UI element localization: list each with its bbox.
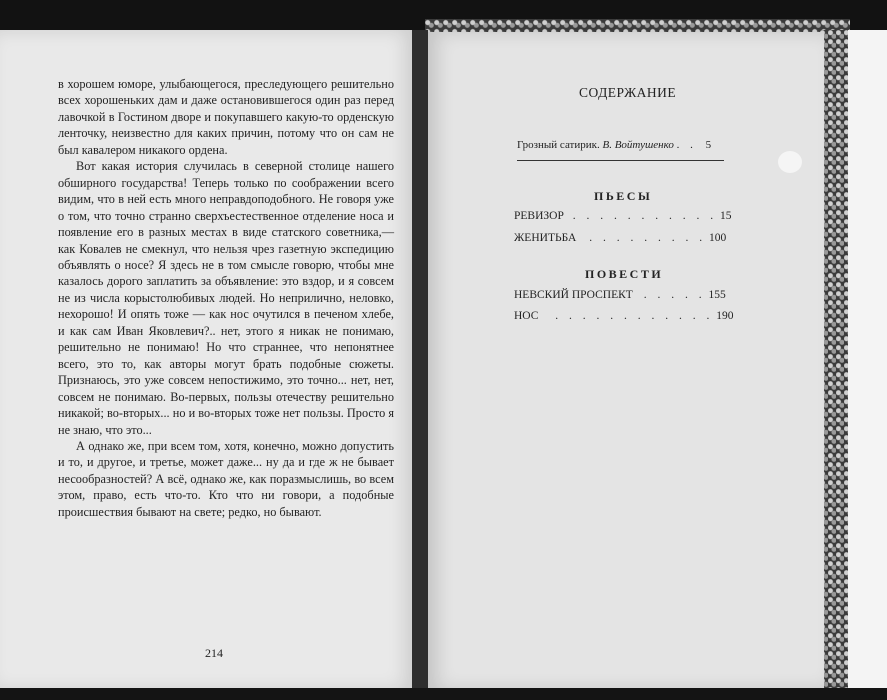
toc-page: 190 <box>716 310 734 322</box>
paragraph: А однако же, при всем том, хотя, конечно, можно допустить и то, и другое, и третье, может даже... ну да и где ж не бывает несообразностей? А всё, однако же, как поразмыслишь, во всем этом, право, есть что-то. Кто что ни говори, а подобные происшествия бывают на свете; редко, но бывают. <box>58 438 394 519</box>
left-page-text <box>58 76 394 520</box>
right-page <box>427 32 824 690</box>
toc-page: 15 <box>719 210 732 222</box>
cover-pattern-binding <box>820 30 848 700</box>
section-heading-plays: ПЬЕСЫ <box>594 189 653 203</box>
intro-label: Грозный сатирик. <box>517 139 600 151</box>
toc-entry <box>514 289 726 301</box>
bottom-dark-edge <box>0 688 887 700</box>
toc-entry-title: РЕВИЗОР <box>514 210 564 222</box>
toc-dots: . . . . . . . . . . . . <box>555 310 714 322</box>
paragraph: Вот какая история случилась в северной столице нашего обширного государства! Теперь только по соображении всего видим, что в ней есть много неправдоподобного. Не говоря уже о том, что точно странно сверхъестественное отделение носа и появление его в разных местах в виде статского советника,— как Ковалев не смекнул, что нельзя чрез газетную экспедицию объявлять о носе? Я здесь не в том смысле говорю, чтобы мне казалось дорого заплатить за объявление: это вздор, и я совсем не из числа корыстолюбивых людей. Но неприлично, неловко, нехорошо! И опять тоже — как нос очутился в печеном хлебе, и как сам Иван Яковлевич?.. нет, этого я никак не понимаю, решительно не понимаю! Но что страннее, что непонятнее всего, это то, как авторы могут брать подобные сюжеты. Признаюсь, это уже совсем непостижимо, это точно... нет, нет, совсем не понимаю. Во-первых, пользы отечеству решительно никакой; во-вторых... но и во-вторых тоже нет пользы. Просто я не знаю, что это... <box>58 159 394 437</box>
section-heading-novellas: ПОВЕСТИ <box>585 267 664 281</box>
toc-entry <box>514 310 734 322</box>
toc-dots: . . . . . . . . . <box>589 232 707 244</box>
toc-page: 100 <box>708 232 727 244</box>
right-scan-margin <box>848 30 887 700</box>
paragraph: в хорошем юморе, улыбающегося, преследующего решительно всех хорошеньких дам и даже остановившегося один раз перед лавочкой в Гостином дворе и покупавшего какую-то орденскую ленточку, неизвестно для каких причин, потому что он сам не был кавалером никакого ордена. <box>58 77 394 157</box>
intro-author: В. Войтушенко <box>602 139 674 151</box>
toc-dots: . . . . . <box>643 289 706 301</box>
divider <box>517 160 724 161</box>
toc-entry <box>514 210 731 222</box>
toc-entry-title: ЖЕНИТЬБА <box>514 232 577 244</box>
toc-entry-title: НОС <box>514 310 539 322</box>
toc-entry-title: НЕВСКИЙ ПРОСПЕКТ <box>514 289 633 301</box>
toc-intro-entry <box>517 139 711 151</box>
toc-title: СОДЕРЖАНИЕ <box>579 85 677 100</box>
toc-dots: . . <box>676 139 697 151</box>
book-gutter <box>412 30 428 690</box>
toc-dots: . . . . . . . . . . . <box>572 210 718 222</box>
toc-page: 5 <box>705 139 712 151</box>
toc-entry <box>514 232 726 244</box>
paper-tear <box>778 151 802 173</box>
page-number: 214 <box>205 646 223 660</box>
toc-page: 155 <box>708 289 726 301</box>
